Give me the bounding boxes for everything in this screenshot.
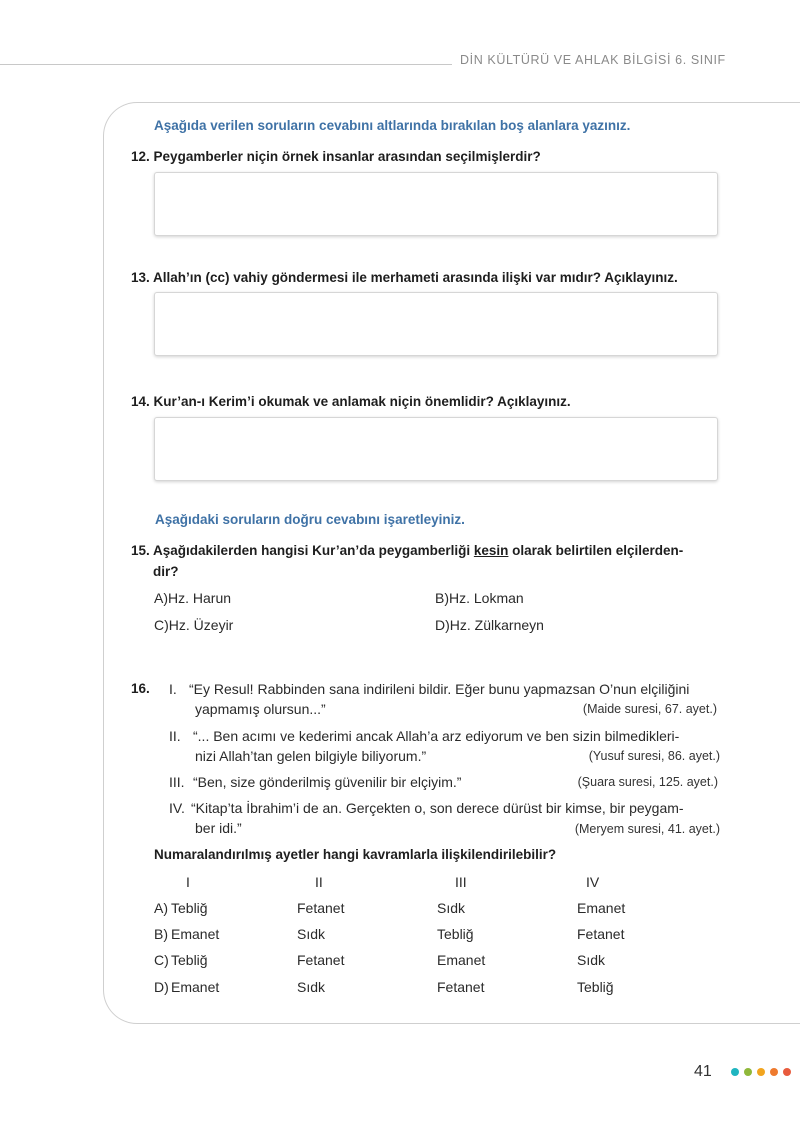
question-16-prompt: Numaralandırılmış ayetler hangi kavramlarla ilişkilendirilebilir? [154, 847, 557, 862]
option-cell: Emanet [171, 926, 220, 942]
column-header-3: III [455, 874, 467, 890]
option-cell: Tebliğ [437, 926, 474, 942]
verse-1-line-2: yapmamış olursun...” [195, 701, 326, 717]
answer-box-14[interactable] [154, 417, 718, 481]
option-cell: Sıdk [437, 900, 466, 916]
question-15-continuation: dir? [153, 564, 179, 579]
question-15-text-b: olarak belirtilen elçilerden- [508, 543, 684, 558]
q15-option-c[interactable] [154, 617, 233, 633]
column-header-4: IV [586, 874, 600, 890]
decor-dot-4 [770, 1068, 778, 1076]
option-letter: B) [435, 590, 449, 606]
option-cell: Tebliğ [577, 979, 614, 995]
answer-box-12[interactable] [154, 172, 718, 236]
question-12-text: Peygamberler niçin örnek insanlar arasından seçilmişlerdir? [153, 149, 541, 164]
q16-option-a[interactable] [154, 900, 654, 920]
q15-option-d[interactable] [435, 617, 544, 633]
question-12 [131, 149, 541, 164]
verse-2-line-2: nizi Allah’tan gelen bilgiyle biliyorum.” [195, 748, 427, 764]
question-14-text: Kur’an-ı Kerim’i okumak ve anlamak niçin önemlidir? Açıklayınız. [153, 394, 571, 409]
option-text: Hz. Üzeyir [168, 617, 234, 633]
option-letter: A) [154, 590, 168, 606]
q16-option-b[interactable] [154, 926, 654, 946]
option-cell: Sıdk [577, 952, 606, 968]
q16-option-c[interactable] [154, 952, 654, 972]
option-cell: Sıdk [297, 926, 326, 942]
question-15 [131, 543, 683, 558]
content-panel [103, 102, 800, 1024]
verse-2-numeral: II. [169, 728, 181, 744]
option-cell: Fetanet [297, 952, 345, 968]
option-letter: A) [154, 900, 168, 916]
option-cell: Fetanet [437, 979, 485, 995]
option-text: Hz. Lokman [449, 590, 524, 606]
option-cell: Emanet [171, 979, 220, 995]
column-header-2: II [315, 874, 323, 890]
option-text: Hz. Harun [168, 590, 232, 606]
verse-2-line-1: “... Ben acımı ve kederimi ancak Allah’a arz ediyorum ve ben sizin bilmedikleri- [193, 728, 680, 744]
option-cell: Sıdk [297, 979, 326, 995]
question-14-number: 14. [131, 394, 150, 409]
column-header-1: I [186, 874, 190, 890]
verse-4-numeral: IV. [169, 800, 185, 816]
option-cell: Tebliğ [171, 952, 208, 968]
decor-dot-1 [731, 1068, 739, 1076]
option-letter: C) [154, 617, 169, 633]
decor-dot-3 [757, 1068, 765, 1076]
question-15-emphasis: kesin [473, 543, 509, 558]
section-1-instruction: Aşağıda verilen soruların cevabını altlarında bırakılan boş alanlara yazınız. [154, 118, 631, 133]
option-cell: Fetanet [577, 926, 625, 942]
q15-option-a[interactable] [154, 590, 231, 606]
decor-dot-2 [744, 1068, 752, 1076]
question-12-number: 12. [131, 149, 150, 164]
verse-4-line-1: “Kitap’ta İbrahim’i de an. Gerçekten o, son derece dürüst bir kimse, bir peygam- [191, 800, 684, 816]
header-title: DİN KÜLTÜRÜ VE AHLAK BİLGİSİ 6. SINIF [460, 53, 726, 67]
q16-option-d[interactable] [154, 979, 654, 999]
page-number: 41 [694, 1063, 712, 1080]
verse-2-source: (Yusuf suresi, 86. ayet.) [588, 749, 720, 763]
option-cell: Emanet [577, 900, 626, 916]
option-text: Hz. Zülkarneyn [449, 617, 544, 633]
option-cell: Emanet [437, 952, 486, 968]
question-15-text-a: Aşağıdakilerden hangisi Kur’an’da peygamberliği [153, 543, 474, 558]
verse-3-line-1: “Ben, size gönderilmiş güvenilir bir elçiyim.” [193, 774, 462, 790]
question-14 [131, 394, 571, 409]
verse-3-numeral: III. [169, 774, 185, 790]
decor-dot-5 [783, 1068, 791, 1076]
verse-1-source: (Maide suresi, 67. ayet.) [582, 702, 717, 716]
verse-1-line-1: “Ey Resul! Rabbinden sana indirileni bildir. Eğer bunu yapmazsan O’nun elçiliğini [189, 681, 690, 697]
section-2-instruction: Aşağıdaki soruların doğru cevabını işaretleyiniz. [155, 512, 465, 527]
option-letter: D) [154, 979, 169, 995]
verse-1-numeral: I. [169, 681, 177, 697]
q15-option-b[interactable] [435, 590, 524, 606]
question-16-number: 16. [131, 681, 150, 696]
option-letter: D) [435, 617, 450, 633]
answer-box-13[interactable] [154, 292, 718, 356]
verse-4-line-2: ber idi.” [195, 820, 242, 836]
option-letter: C) [154, 952, 169, 968]
verse-3-source: (Şuara suresi, 125. ayet.) [577, 775, 718, 789]
question-13 [131, 270, 678, 285]
question-13-text: Allah’ın (cc) vahiy göndermesi ile merhameti arasında ilişki var mıdır? Açıklayınız. [153, 270, 678, 285]
option-cell: Fetanet [297, 900, 345, 916]
option-cell: Tebliğ [171, 900, 208, 916]
verse-4-source: (Meryem suresi, 41. ayet.) [574, 822, 720, 836]
question-15-number: 15. [131, 543, 150, 558]
question-13-number: 13. [131, 270, 150, 285]
header-rule [0, 64, 452, 65]
option-letter: B) [154, 926, 168, 942]
